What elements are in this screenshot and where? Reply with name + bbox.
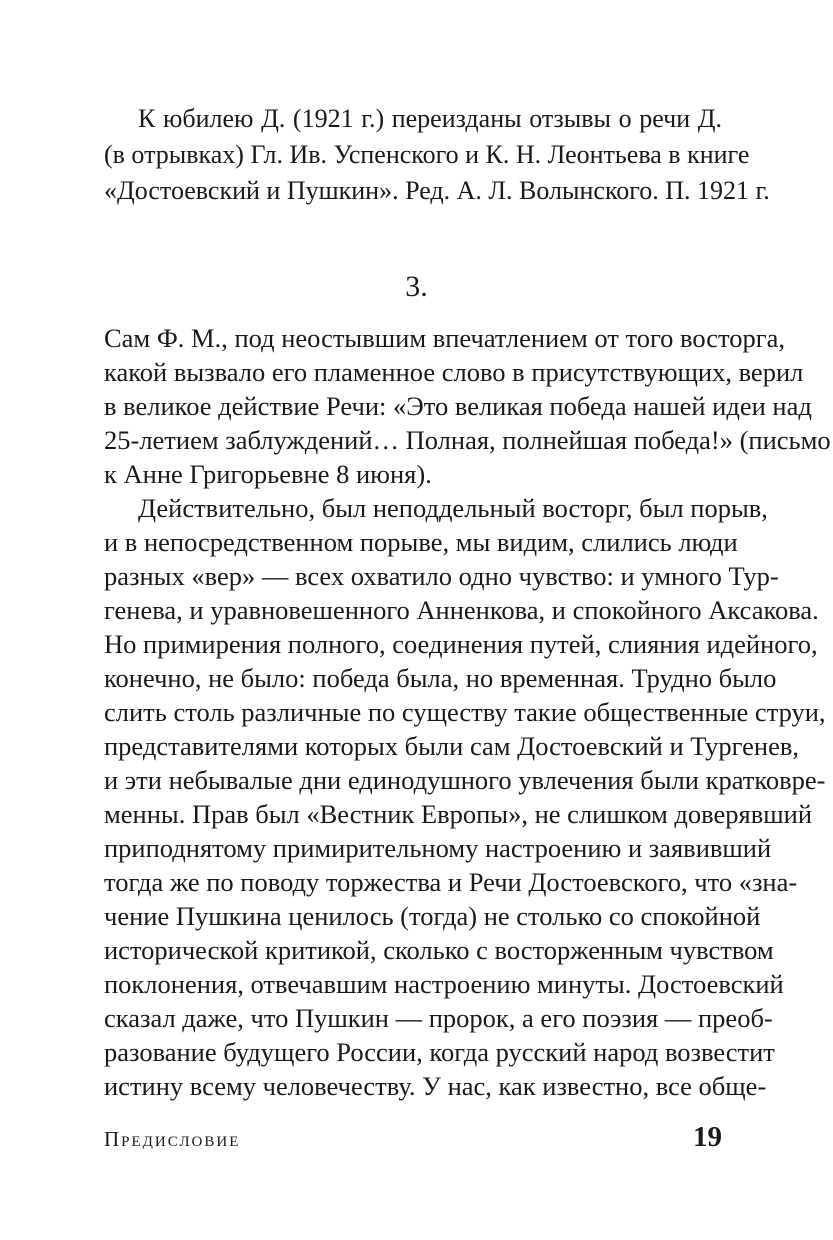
- text-line: представителями которых были сам Достоевский и Тургенев,: [104, 731, 800, 761]
- text-line: приподнятому примирительному настроению и заявивший: [104, 833, 772, 863]
- page-number: 19: [693, 1121, 722, 1153]
- text-line: тогда же по поводу торжества и Речи Достоевского, что «зна-: [104, 867, 798, 897]
- text-line: 25-летием заблуждений… Полная, полнейшая победа!» (письмо: [104, 425, 831, 455]
- text-line: и в непосредственном порыве, мы видим, слились люди: [104, 527, 738, 557]
- text-line: какой вызвало его пламенное слово в присутствующих, верил: [104, 357, 804, 387]
- text-line: Сам Ф. М., под неостывшим впечатлением от того восторга,: [104, 323, 786, 353]
- text-line: менны. Прав был «Вестник Европы», не слишком доверявший: [104, 799, 812, 829]
- section-number: 3.: [405, 270, 428, 303]
- text-line: разование будущего России, когда русский народ возвестит: [104, 1037, 775, 1067]
- text-line: истину всему человечеству. У нас, как известно, все обще-: [104, 1071, 767, 1101]
- text-line: Действительно, был неподдельный восторг, был порыв,: [138, 493, 768, 523]
- text-line: Но примирения полного, соединения путей, слияния идейного,: [104, 629, 818, 659]
- footnote-line: К юбилею Д. (1921 г.) переизданы отзывы о речи Д.: [138, 104, 722, 133]
- footnote-line: «Достоевский и Пушкин». Ред. А. Л. Волынского. П. 1921 г.: [104, 176, 770, 205]
- text-line: конечно, не было: победа была, но временная. Трудно было: [104, 663, 777, 693]
- footnote-line: (в отрывках) Гл. Ив. Успенского и К. Н. Леонтьева в книге: [104, 140, 750, 169]
- text-line: к Анне Григорьевне 8 июня).: [104, 459, 432, 489]
- text-line: разных «вер» — всех охватило одно чувство: и умного Тур-: [104, 561, 779, 591]
- text-line: исторической критикой, сколько с восторженным чувством: [104, 935, 774, 965]
- text-line: поклонения, отвечавшим настроению минуты. Достоевский: [104, 969, 784, 999]
- text-line: и эти небывалые дни единодушного увлечения были кратковре-: [104, 765, 826, 795]
- text-line: генева, и уравновешенного Анненкова, и спокойного Аксакова.: [104, 595, 819, 625]
- text-line: сказал даже, что Пушкин — пророк, а его поэзия — преоб-: [104, 1003, 773, 1033]
- text-line: в великое действие Речи: «Это великая победа нашей идеи над: [104, 391, 812, 421]
- text-line: чение Пушкина ценилось (тогда) не столько со спокойной: [104, 901, 761, 931]
- running-head: Предисловие: [104, 1127, 241, 1151]
- text-line: слить столь различные по существу такие общественные струи,: [104, 697, 826, 727]
